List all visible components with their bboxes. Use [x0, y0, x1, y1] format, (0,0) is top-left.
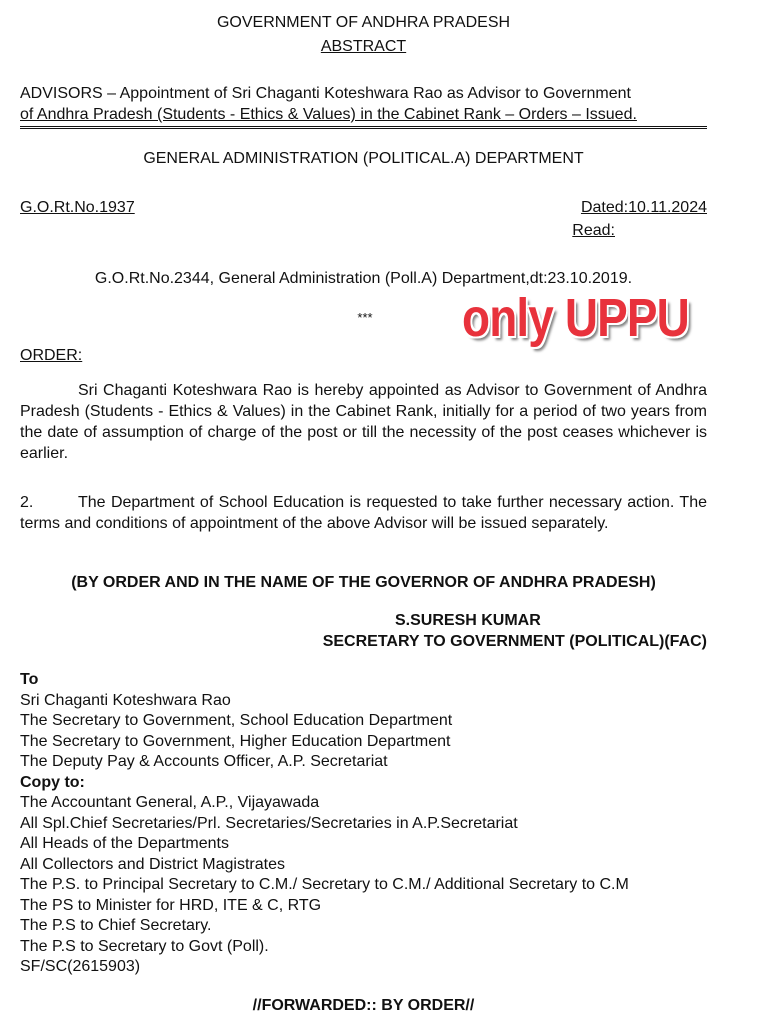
copy-label: Copy to: — [20, 773, 85, 791]
by-order: (BY ORDER AND IN THE NAME OF THE GOVERNOR OF ANDHRA PRADESH) — [71, 574, 656, 591]
watermark: only UPPU — [462, 288, 689, 348]
dated: Dated:10.11.2024 — [580, 199, 707, 216]
signatory-designation: SECRETARY TO GOVERNMENT (POLITICAL)(FAC) — [322, 633, 707, 650]
copy-item: The P.S. to Principal Secretary to C.M./ Secretary to C.M./ Additional Secretary to C.M — [20, 876, 629, 893]
reference: G.O.Rt.No.2344, General Administration (Poll.A) Department,dt:23.10.2019. — [94, 270, 633, 287]
read-label: Read: — [572, 222, 615, 239]
subject — [20, 83, 707, 129]
forwarded: //FORWARDED:: BY ORDER// — [252, 997, 475, 1014]
copy-item: All Heads of the Departments — [20, 835, 229, 852]
to-item: The Secretary to Government, Higher Education Department — [20, 732, 451, 750]
paragraph-2-text: The Department of School Education is requested to take further necessary action. The terms and conditions of appointment of the above Advisor will be issued separately. — [20, 494, 707, 532]
separator: *** — [357, 310, 373, 325]
subject-line-2: of Andhra Pradesh (Students - Ethics & Values) in the Cabinet Rank – Orders – Issued. — [20, 106, 637, 123]
abstract-heading: ABSTRACT — [320, 38, 407, 55]
copy-item: The PS to Minister for HRD, ITE & C, RTG — [20, 896, 322, 914]
copy-item: All Collectors and District Magistrates — [20, 855, 285, 873]
subject-line-1: ADVISORS – Appointment of Sri Chaganti Koteshwara Rao as Advisor to Government — [20, 85, 631, 102]
copy-item: SF/SC(2615903) — [20, 958, 141, 975]
paragraph-2-number: 2. — [20, 494, 34, 511]
to-label: To — [20, 671, 39, 688]
copy-item: The P.S to Chief Secretary. — [20, 917, 212, 934]
paragraph-2 — [20, 492, 707, 534]
order-label: ORDER: — [20, 347, 83, 364]
copy-item: The P.S to Secretary to Govt (Poll). — [20, 937, 269, 955]
distribution — [20, 670, 707, 978]
department-heading: GENERAL ADMINISTRATION (POLITICAL.A) DEPARTMENT — [143, 150, 584, 167]
to-item: Sri Chaganti Koteshwara Rao — [20, 691, 231, 709]
copy-item: All Spl.Chief Secretaries/Prl. Secretaries/Secretaries in A.P.Secretariat — [20, 814, 518, 832]
copy-item: The Accountant General, A.P., Vijayawada — [20, 794, 320, 811]
to-item: The Deputy Pay & Accounts Officer, A.P. Secretariat — [20, 753, 388, 770]
signatory-name: S.SURESH KUMAR — [395, 612, 541, 629]
to-item: The Secretary to Government, School Education Department — [20, 712, 453, 729]
government-heading: GOVERNMENT OF ANDHRA PRADESH — [216, 14, 511, 31]
paragraph-1: Sri Chaganti Koteshwara Rao is hereby appointed as Advisor to Government of Andhra Pradesh (Students - Ethics & Values) in the Cabinet Rank, initially for a period of two years from the date of assumption of charge of the post or till the necessity of the post ceases whichever is earlier. — [20, 382, 707, 462]
go-number: G.O.Rt.No.1937 — [20, 199, 135, 216]
